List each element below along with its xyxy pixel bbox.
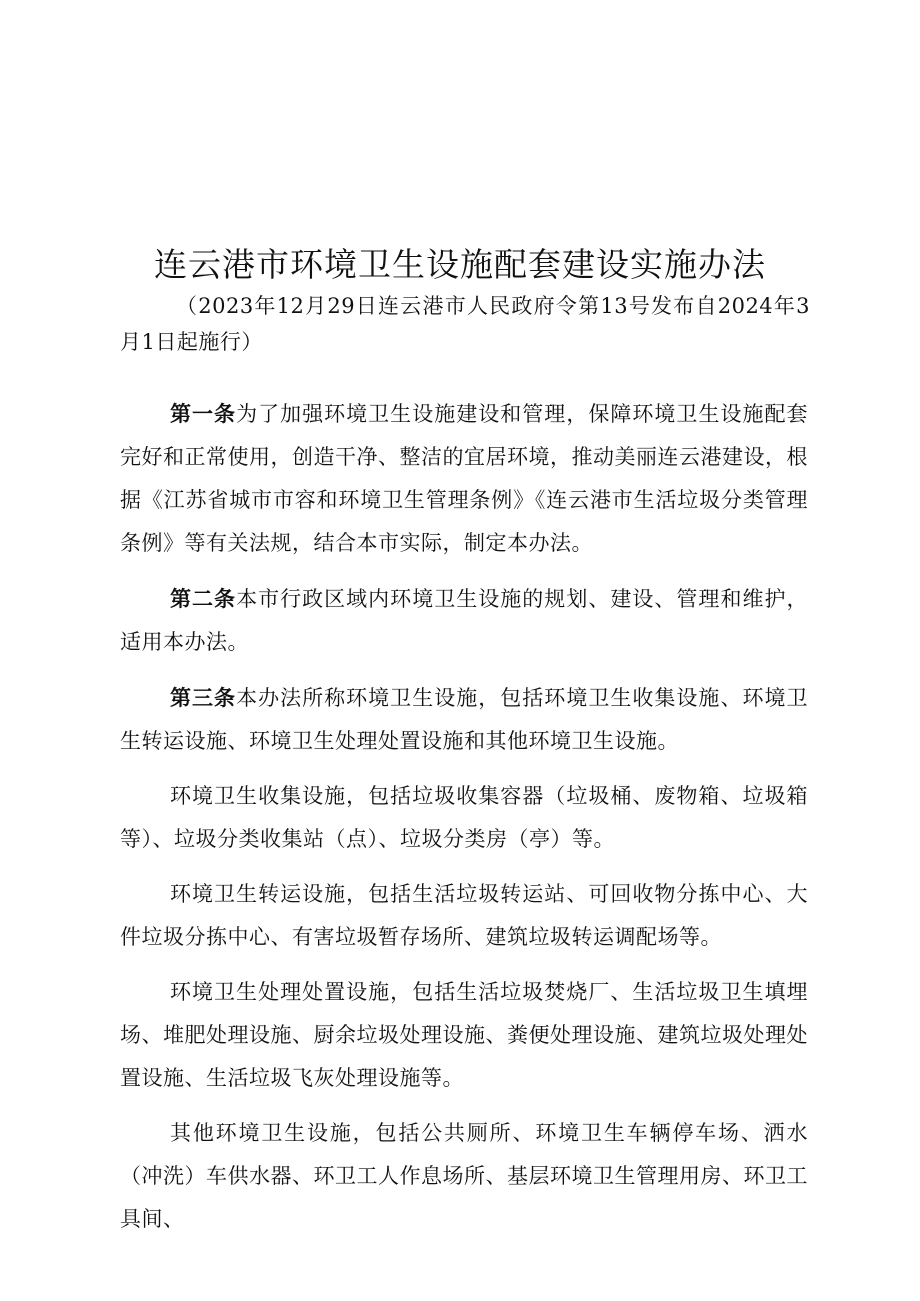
article-1-text: 为了加强环境卫生设施建设和管理，保障环境卫生设施配套完好和正常使用，创造干净、整洁的宜居环境，推动美丽连云港建设，根据《江苏省城市市容和环境卫生管理条例》《连云港市生活垃圾分类管理条例》等有关法规，结合本市实际，制定本办法。 xyxy=(120,402,809,555)
document-body xyxy=(120,392,808,1253)
document-subtitle: （2023年12月29日连云港市人民政府令第13号发布自2024年3月1日起施行） xyxy=(120,294,810,354)
article-3-heading: 第三条 xyxy=(170,685,237,710)
article-1 xyxy=(120,392,808,565)
article-2 xyxy=(120,577,808,664)
article-1-heading: 第一条 xyxy=(170,401,237,426)
paragraph-disposal-facilities: 环境卫生处理处置设施，包括生活垃圾焚烧厂、生活垃圾卫生填埋场、堆肥处理设施、厨余垃圾处理设施、粪便处理设施、建筑垃圾处理处置设施、生活垃圾飞灰处理设施等。 xyxy=(120,980,808,1090)
article-2-heading: 第二条 xyxy=(170,586,237,611)
article-3 xyxy=(120,676,808,763)
paragraph-transfer-facilities: 环境卫生转运设施，包括生活垃圾转运站、可回收物分拣中心、大件垃圾分拣中心、有害垃圾暂存场所、建筑垃圾转运调配场等。 xyxy=(120,882,808,949)
article-2-text: 本市行政区域内环境卫生设施的规划、建设、管理和维护，适用本办法。 xyxy=(120,587,809,654)
article-3-text: 本办法所称环境卫生设施，包括环境卫生收集设施、环境卫生转运设施、环境卫生处理处置设施和其他环境卫生设施。 xyxy=(120,686,809,753)
paragraph-other-facilities: 其他环境卫生设施，包括公共厕所、环境卫生车辆停车场、洒水（冲洗）车供水器、环卫工人作息场所、基层环境卫生管理用房、环卫工具间、 xyxy=(120,1121,808,1231)
paragraph-collection-facilities: 环境卫生收集设施，包括垃圾收集容器（垃圾桶、废物箱、垃圾箱等）、垃圾分类收集站（点）、垃圾分类房（亭）等。 xyxy=(120,784,808,851)
document-title: 连云港市环境卫生设施配套建设实施办法 xyxy=(154,245,766,284)
